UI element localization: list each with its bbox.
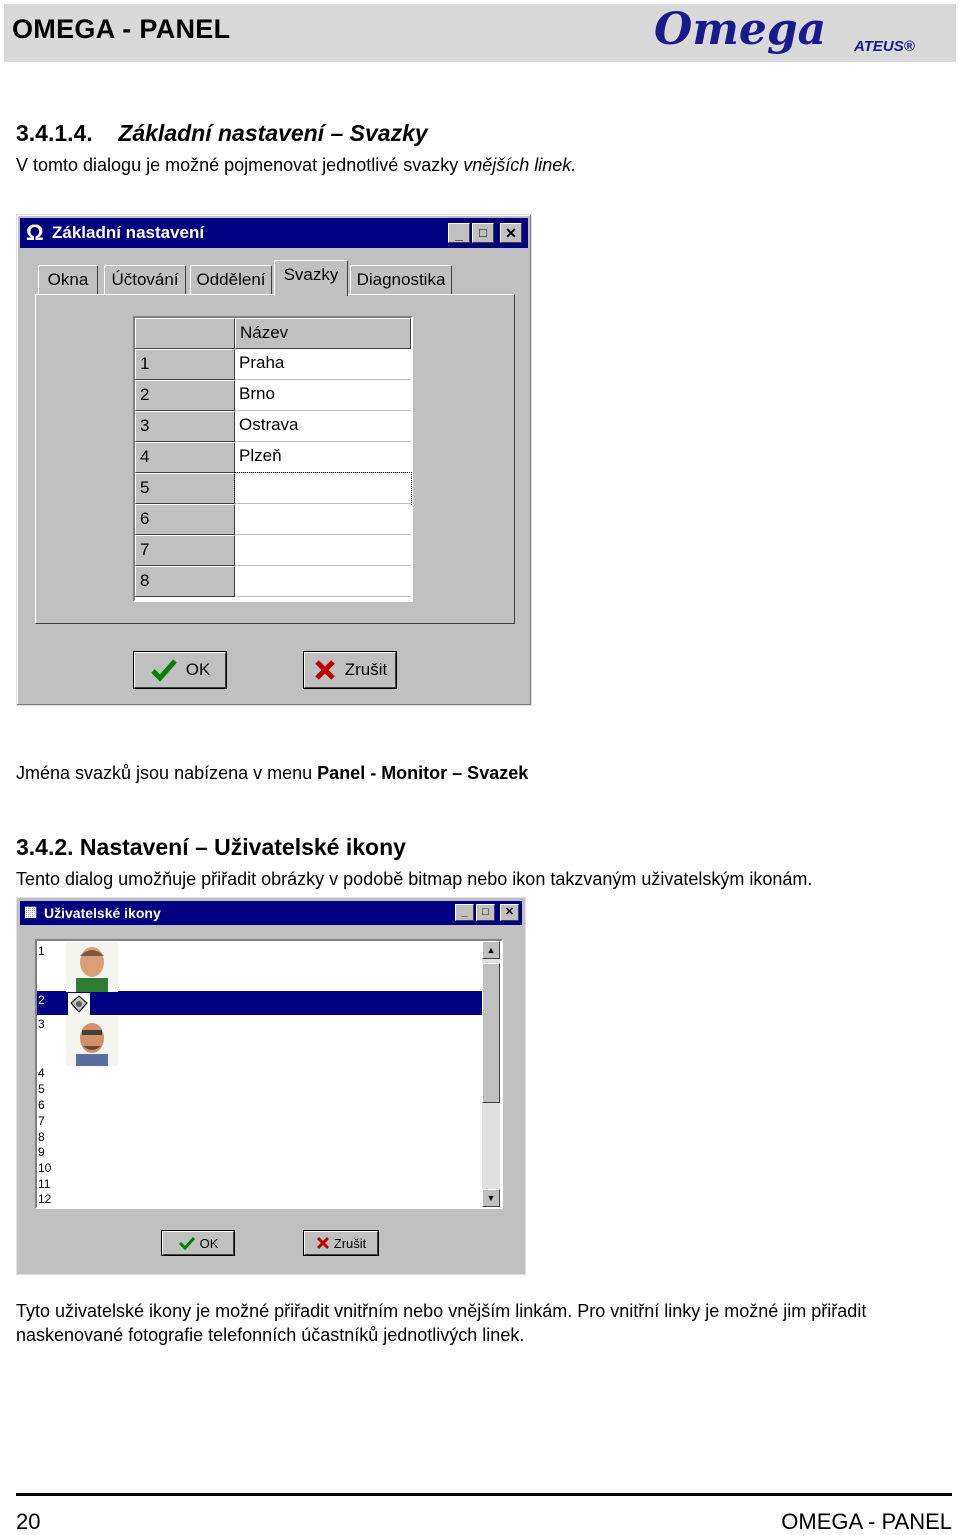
list-row-number: 10	[38, 1161, 52, 1175]
logo-subtext: ATEUS®	[854, 38, 915, 55]
section2-intro: Tento dialog umožňuje přiřadit obrázky v podobě bitmap nebo ikon takzvaným uživatelským ikonám.	[16, 869, 813, 889]
svazky-grid	[133, 316, 413, 602]
tab-okna[interactable]: Okna	[38, 265, 98, 295]
grid-cell-nazev[interactable]: Praha	[235, 349, 411, 380]
user-photo-1	[66, 942, 118, 992]
section1-title: Základní nastavení – Svazky	[118, 120, 428, 146]
cancel-button[interactable]	[304, 652, 396, 688]
grid-cell-nazev[interactable]: Brno	[235, 380, 411, 411]
list-row-number: 3	[38, 1017, 45, 1031]
close-button[interactable]: ✕	[500, 223, 522, 243]
menu-note	[16, 763, 528, 784]
app-icon: ▦	[24, 903, 38, 919]
list-row-number: 1	[38, 944, 45, 958]
grid-row-number: 5	[135, 473, 235, 504]
grid-row-number: 7	[135, 535, 235, 566]
grid-row-number: 3	[135, 411, 235, 442]
scroll-up-icon[interactable]: ▲	[482, 941, 500, 959]
list-row-number: 4	[38, 1066, 45, 1080]
grid-row-number: 1	[135, 349, 235, 380]
vertical-scrollbar[interactable]	[482, 941, 500, 1207]
section1-heading	[16, 120, 428, 147]
scroll-thumb[interactable]	[482, 963, 500, 1103]
omega-icon: Ω	[26, 220, 44, 245]
grid-row-number: 6	[135, 504, 235, 535]
list-row-number: 7	[38, 1114, 45, 1128]
grid-corner	[135, 318, 235, 349]
section1-intro-plain: V tomto dialogu je možné pojmenovat jednotlivé svazky	[16, 155, 464, 175]
cross-icon-2	[316, 1236, 330, 1250]
grid-row-number: 2	[135, 380, 235, 411]
list-row-number: 2	[38, 993, 45, 1007]
checkmark-icon	[150, 658, 178, 682]
grid-cell-nazev[interactable]: Plzeň	[235, 442, 411, 473]
omega-logo	[646, 4, 946, 56]
section1-number: 3.4.1.4.	[16, 120, 93, 146]
minimize-button[interactable]: _	[448, 223, 470, 243]
cross-icon	[313, 658, 337, 682]
close-button-2[interactable]: ✕	[500, 904, 519, 921]
header-title: OMEGA - PANEL	[12, 14, 231, 44]
grid-row-number: 4	[135, 442, 235, 473]
footer-divider	[16, 1493, 952, 1496]
dialog1-title: Základní nastavení	[52, 223, 205, 242]
tab-oddeleni[interactable]: Oddělení	[190, 265, 272, 295]
ok-label: OK	[185, 660, 211, 679]
grid-cell-nazev[interactable]	[235, 566, 411, 597]
tab-diagnostika[interactable]: Diagnostika	[350, 265, 452, 295]
checkmark-icon-2	[178, 1236, 196, 1250]
ok-button-2[interactable]	[162, 1231, 234, 1255]
grid-cell-nazev[interactable]	[235, 473, 411, 504]
dialog2-title: Uživatelské ikony	[44, 905, 161, 921]
selected-row-highlight	[37, 991, 482, 1015]
list-row-number: 5	[38, 1082, 45, 1096]
cancel-label: Zrušit	[344, 660, 388, 679]
list-row-number: 9	[38, 1145, 45, 1159]
section1-intro	[16, 155, 576, 176]
menu-note-path: Panel - Monitor – Svazek	[317, 763, 529, 783]
footer-title: OMEGA - PANEL	[781, 1509, 952, 1534]
ok-label-2: OK	[199, 1235, 219, 1251]
minimize-button-2[interactable]: _	[455, 904, 474, 921]
tab-uctovani[interactable]: Účtování	[104, 265, 186, 295]
grid-cell-nazev[interactable]: Ostrava	[235, 411, 411, 442]
list-row-number: 8	[38, 1130, 45, 1144]
section2-heading: 3.4.2. Nastavení – Uživatelské ikony	[16, 834, 406, 860]
list-row-number: 11	[38, 1177, 51, 1191]
dialog2-titlebar[interactable]	[20, 901, 522, 925]
cancel-label-2: Zrušit	[333, 1235, 367, 1251]
closing-paragraph: Tyto uživatelské ikony je možné přiřadit vnitřním nebo vnějším linkám. Pro vnitřní linky je možné jim přiřadit naskenované fotografie telefonních účastníků jednotlivých linek.	[16, 1301, 867, 1345]
list-row-number: 12	[38, 1192, 52, 1206]
page-number: 20	[16, 1509, 41, 1534]
ok-button[interactable]	[134, 652, 226, 688]
grid-cell-nazev[interactable]	[235, 535, 411, 566]
tab-svazky[interactable]: Svazky	[274, 260, 348, 296]
phone-icon	[68, 993, 90, 1015]
list-row-number: 6	[38, 1098, 45, 1112]
scroll-down-icon[interactable]: ▼	[482, 1189, 500, 1207]
grid-header-nazev: Název	[235, 318, 411, 349]
maximize-button-2[interactable]: □	[476, 904, 495, 921]
cancel-button-2[interactable]	[304, 1231, 378, 1255]
maximize-button[interactable]: □	[472, 223, 494, 243]
user-photo-2	[66, 1016, 118, 1066]
menu-note-plain: Jména svazků jsou nabízena v menu	[16, 763, 318, 783]
section1-intro-italic: vnějších linek.	[463, 155, 577, 175]
grid-row-number: 8	[135, 566, 235, 597]
logo-wordmark: Omega	[654, 4, 827, 55]
grid-cell-nazev[interactable]	[235, 504, 411, 535]
